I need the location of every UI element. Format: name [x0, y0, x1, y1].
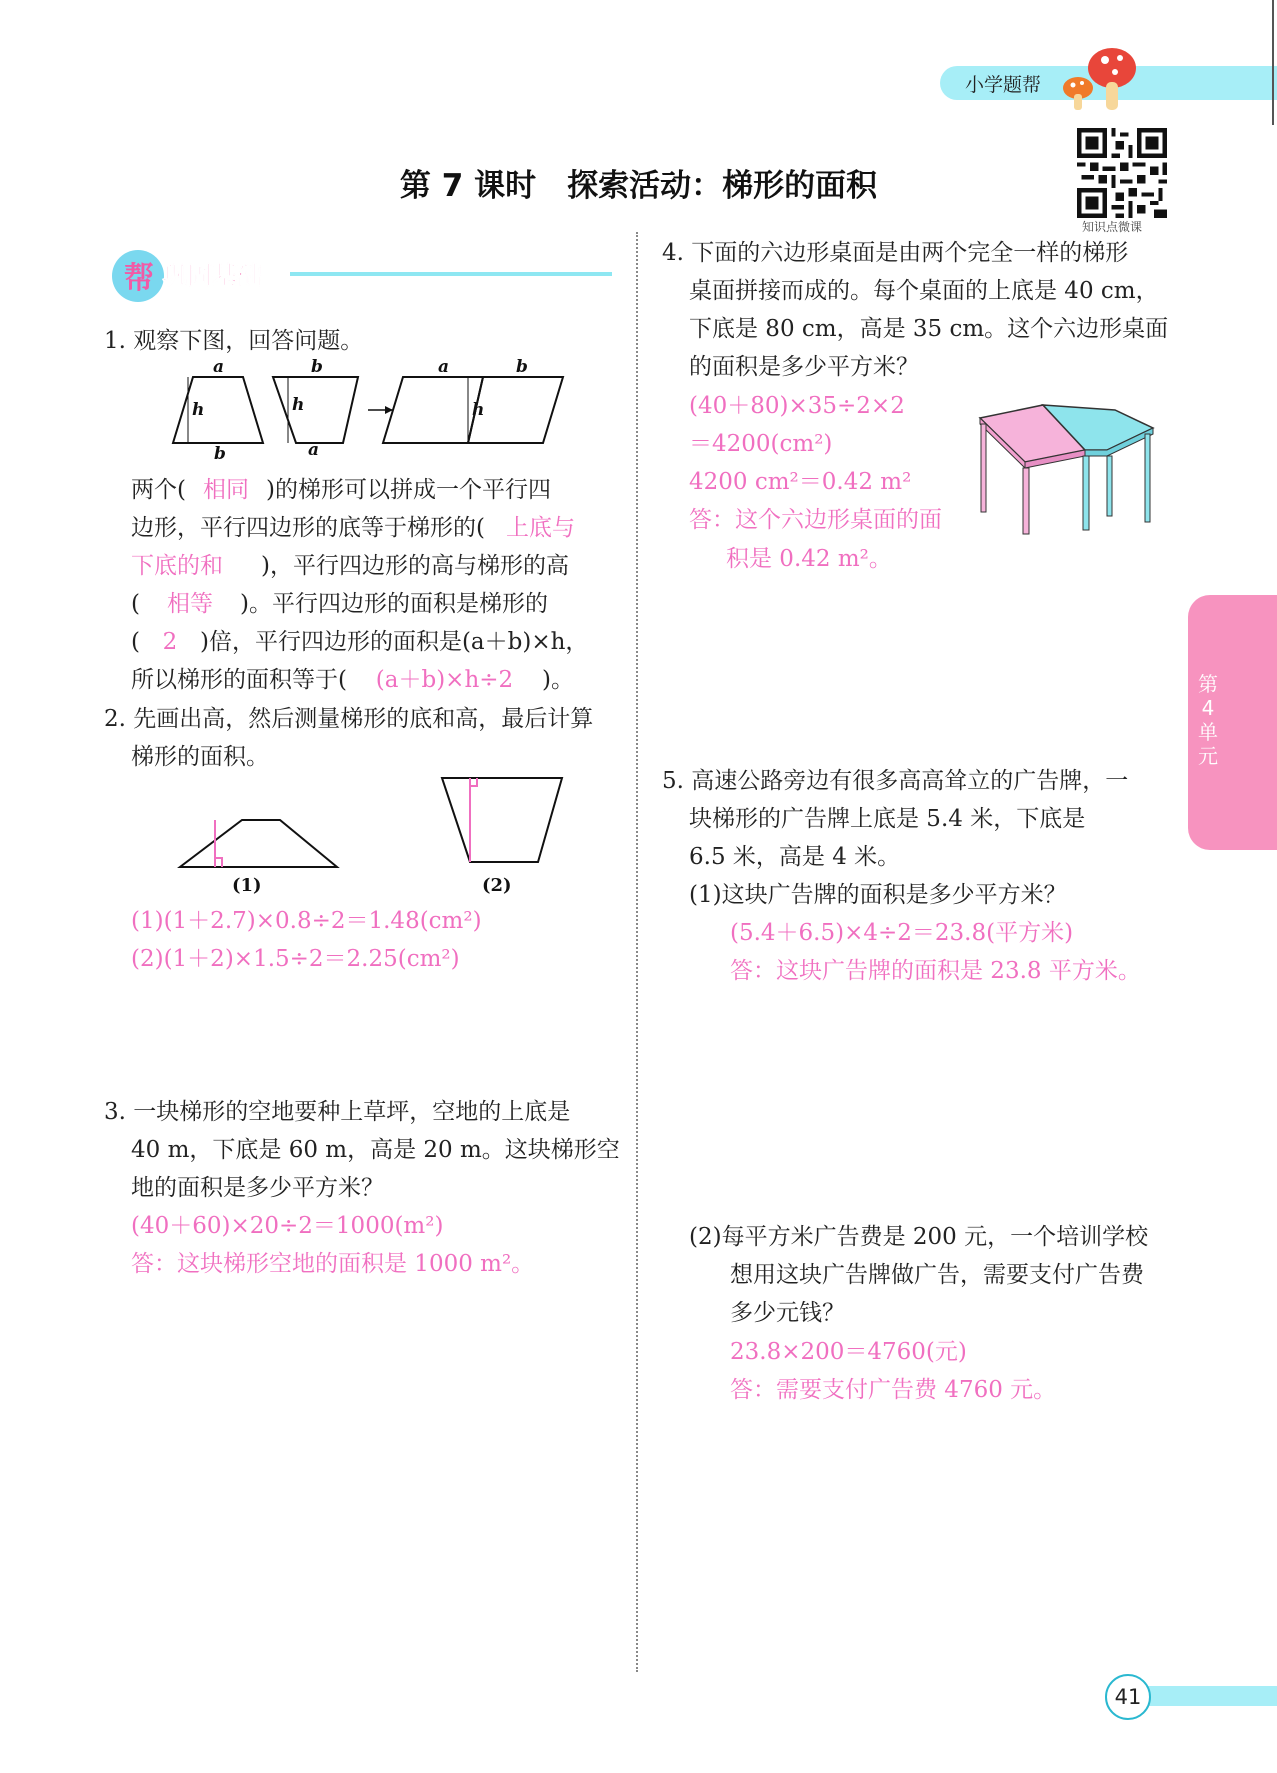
q5-sub2-line-3: 多少元钱？: [730, 1300, 845, 1326]
fig-label-h: h: [292, 395, 305, 415]
fig-label-b: b: [311, 357, 323, 377]
q1-answer-4[interactable]: 2: [162, 629, 178, 655]
q4-answer-2[interactable]: ＝4200(cm²): [689, 431, 833, 457]
q2-answer-1[interactable]: (1)(1＋2.7)×0.8÷2＝1.48(cm²): [131, 908, 482, 934]
q1-line3: 下底的和 )，平行四边形的高与梯形的高: [131, 547, 569, 580]
q5-sub2-answer-2[interactable]: 答：需要支付广告费 4760 元。: [730, 1377, 1057, 1403]
section-badge: [108, 246, 298, 306]
q4-line-4: 的面积是多少平方米？: [689, 354, 919, 380]
fig-label-h: h: [192, 400, 205, 420]
q5-sub2-line-1: (2)每平方米广告费是 200 元，一个培训学校: [689, 1224, 1149, 1250]
q1-line2: 边形，平行四边形的底等于梯形的( 上底与: [131, 509, 575, 542]
svg-text:巩固基础: 巩固基础: [162, 261, 263, 290]
qr-code-icon[interactable]: [1077, 128, 1167, 218]
fig-label-a: a: [213, 357, 225, 377]
q5-sub1-answer-2[interactable]: 答：这块广告牌的面积是 23.8 平方米。: [730, 958, 1141, 984]
q3-line-1: 3. 一块梯形的空地要种上草坪，空地的上底是: [104, 1099, 571, 1125]
q3-line-3: 地的面积是多少平方米？: [131, 1175, 384, 1201]
q1-answer-2[interactable]: 上底与: [505, 515, 575, 541]
fig-label-b: b: [516, 357, 528, 377]
q5-line-1: 5. 高速公路旁边有很多高高耸立的广告牌，一: [662, 768, 1129, 794]
q1-answer-3[interactable]: 相等: [166, 591, 213, 617]
q5-sub2-answer-1[interactable]: 23.8×200＝4760(元): [730, 1339, 967, 1365]
q2-prompt-1: 2. 先画出高，然后测量梯形的底和高，最后计算: [104, 706, 594, 732]
q3-line-2: 40 m，下底是 60 m，高是 20 m。这块梯形空: [131, 1137, 620, 1163]
mushroom-icon: [1060, 44, 1140, 116]
q5-sub1-question: (1)这块广告牌的面积是多少平方米？: [689, 882, 1067, 908]
section-rule: [290, 272, 612, 276]
hexagon-table-illustration: [975, 400, 1160, 540]
q5-sub2-line-2: 想用这块广告牌做广告，需要支付广告费: [730, 1262, 1144, 1288]
q4-answer-1[interactable]: (40＋80)×35÷2×2: [689, 393, 905, 419]
section-badge-text: 帮: [124, 261, 154, 296]
q4-answer-4[interactable]: 答：这个六边形桌面的面: [689, 507, 942, 533]
q1-line6: 所以梯形的面积等于( (a＋b)×h÷2 )。: [131, 661, 574, 694]
q4-answer-5[interactable]: 积是 0.42 m²。: [726, 546, 892, 572]
q2-prompt-2: 梯形的面积。: [131, 744, 269, 770]
fig-label-a: a: [308, 440, 320, 460]
q2-figure: [170, 770, 570, 895]
q1-line5: ( 2 )倍，平行四边形的面积是(a＋b)×h，: [131, 629, 589, 655]
q2-answer-2[interactable]: (2)(1＋2)×1.5÷2＝2.25(cm²): [131, 946, 460, 972]
q2-figure-label-1: (1): [232, 875, 262, 895]
q3-answer-1[interactable]: (40＋60)×20÷2＝1000(m²): [131, 1213, 444, 1239]
q4-line-3: 下底是 80 cm，高是 35 cm。这个六边形桌面: [689, 316, 1169, 342]
column-divider: [636, 232, 638, 1672]
q1-answer-2b[interactable]: 下底的和: [131, 553, 223, 579]
q4-line-2: 桌面拼接而成的。每个桌面的上底是 40 cm，: [689, 278, 1159, 304]
qr-caption: 知识点微课: [1082, 220, 1143, 234]
q3-answer-2[interactable]: 答：这块梯形空地的面积是 1000 m²。: [131, 1251, 535, 1277]
fig-label-a: a: [438, 357, 450, 377]
q5-sub1-answer-1[interactable]: (5.4＋6.5)×4÷2＝23.8(平方米): [730, 920, 1074, 946]
fig-label-h: h: [472, 400, 485, 420]
brand-label: 小学题帮: [965, 74, 1042, 96]
q1-answer-1[interactable]: 相同: [202, 477, 249, 503]
q1-answer-5[interactable]: (a＋b)×h÷2: [375, 667, 514, 693]
page-title: 第 7 课时 探索活动：梯形的面积: [399, 168, 878, 204]
edge-line: [1272, 0, 1274, 125]
unit-tab-label: 第4单元: [1198, 672, 1218, 768]
q5-line-3: 6.5 米，高是 4 米。: [689, 844, 901, 870]
q4-answer-3[interactable]: 4200 cm²＝0.42 m²: [689, 469, 912, 495]
q2-figure-label-2: (2): [482, 875, 512, 895]
fig-label-b: b: [214, 444, 226, 460]
q5-line-2: 块梯形的广告牌上底是 5.4 米，下底是: [689, 806, 1086, 832]
q1-line4: ( 相等 )。平行四边形的面积是梯形的: [131, 585, 548, 618]
page-number: 41: [1105, 1674, 1151, 1720]
q1-prompt: 1. 观察下图，回答问题。: [104, 328, 364, 354]
q1-line1: 两个( 相同 )的梯形可以拼成一个平行四: [131, 471, 551, 504]
q1-figure: [168, 355, 568, 460]
q4-line-1: 4. 下面的六边形桌面是由两个完全一样的梯形: [662, 240, 1129, 266]
